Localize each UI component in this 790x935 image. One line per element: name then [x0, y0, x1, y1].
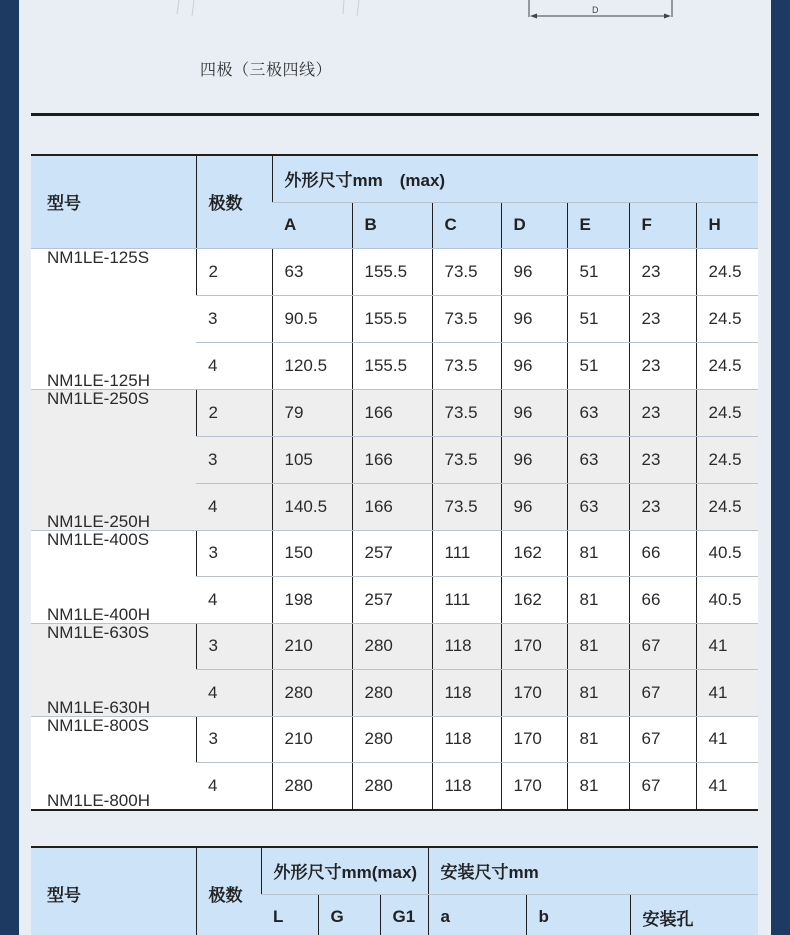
dim-cell-e: 63	[567, 436, 629, 483]
dim-cell-b: 257	[352, 530, 432, 577]
dim-cell-h: 41	[696, 763, 758, 810]
model-cell	[31, 248, 196, 389]
dim-cell-b: 280	[352, 716, 432, 763]
dim-cell-e: 63	[567, 483, 629, 530]
col-header-2-0: L	[261, 894, 318, 935]
dim-cell-b: 280	[352, 763, 432, 810]
col-header-h: H	[696, 202, 758, 248]
dim-cell-e: 81	[567, 670, 629, 717]
dim-cell-c: 111	[432, 530, 501, 577]
dim-cell-c: 73.5	[432, 483, 501, 530]
dim-cell-d: 96	[501, 295, 567, 342]
model-name: NM1LE-250S	[47, 389, 150, 408]
dim-cell-f: 23	[629, 436, 696, 483]
dim-cell-h: 41	[696, 670, 758, 717]
dim-cell-h: 24.5	[696, 483, 758, 530]
header-poles-2: 极数	[196, 847, 261, 935]
dim-cell-c: 73.5	[432, 436, 501, 483]
poles-cell: 4	[196, 483, 272, 530]
col-header-d: D	[501, 202, 567, 248]
dim-cell-h: 24.5	[696, 248, 758, 295]
col-header-2-1: G	[318, 894, 380, 935]
model-names	[47, 530, 196, 623]
dim-cell-f: 67	[629, 716, 696, 763]
model-name: NM1LE-125H	[47, 370, 150, 389]
col-header-2-5: 安装孔	[630, 894, 758, 935]
col-header-b: B	[352, 202, 432, 248]
dim-cell-d: 170	[501, 763, 567, 810]
dim-cell-c: 118	[432, 716, 501, 763]
col-header-2-2: G1	[380, 894, 428, 935]
installation-table	[31, 846, 758, 935]
dim-cell-h: 41	[696, 716, 758, 763]
model-name: NM1LE-630S	[47, 623, 150, 642]
dim-cell-e: 51	[567, 248, 629, 295]
dim-cell-f: 67	[629, 763, 696, 810]
dim-cell-e: 51	[567, 342, 629, 389]
dim-cell-d: 170	[501, 623, 567, 670]
dim-cell-a: 79	[272, 389, 352, 436]
dimension-diagram-fragment	[19, 0, 771, 40]
dim-cell-d: 96	[501, 342, 567, 389]
dim-cell-c: 118	[432, 763, 501, 810]
dim-cell-b: 155.5	[352, 342, 432, 389]
dim-cell-h: 40.5	[696, 530, 758, 577]
dim-cell-a: 120.5	[272, 342, 352, 389]
model-name: NM1LE-400H	[47, 604, 150, 623]
dim-cell-c: 118	[432, 670, 501, 717]
poles-cell: 3	[196, 623, 272, 670]
model-name: NM1LE-800S	[47, 716, 150, 735]
dim-cell-f: 23	[629, 483, 696, 530]
dim-cell-a: 140.5	[272, 483, 352, 530]
dim-cell-h: 24.5	[696, 436, 758, 483]
poles-cell: 3	[196, 436, 272, 483]
dim-cell-f: 66	[629, 530, 696, 577]
dim-cell-c: 118	[432, 623, 501, 670]
dim-cell-e: 81	[567, 623, 629, 670]
diagram-caption: 四极（三极四线）	[200, 62, 333, 79]
dim-cell-c: 73.5	[432, 248, 501, 295]
poles-cell: 2	[196, 248, 272, 295]
dim-cell-d: 96	[501, 436, 567, 483]
model-name: NM1LE-125S	[47, 248, 150, 267]
dim-cell-e: 81	[567, 716, 629, 763]
table-row	[31, 389, 758, 436]
dim-cell-f: 66	[629, 577, 696, 624]
dim-cell-a: 210	[272, 623, 352, 670]
model-names	[47, 389, 196, 530]
dimension-table	[31, 154, 758, 811]
dim-cell-a: 150	[272, 530, 352, 577]
header-model: 型号	[31, 155, 196, 248]
dim-cell-h: 41	[696, 623, 758, 670]
dim-cell-c: 73.5	[432, 389, 501, 436]
dim-cell-a: 63	[272, 248, 352, 295]
poles-cell: 2	[196, 389, 272, 436]
table-row	[31, 623, 758, 670]
dim-cell-c: 73.5	[432, 295, 501, 342]
table-row	[31, 530, 758, 577]
dim-cell-f: 23	[629, 248, 696, 295]
model-cell	[31, 623, 196, 716]
dim-cell-f: 67	[629, 623, 696, 670]
model-names	[47, 248, 196, 389]
model-cell	[31, 716, 196, 810]
dim-cell-f: 67	[629, 670, 696, 717]
dim-cell-b: 257	[352, 577, 432, 624]
dim-cell-d: 96	[501, 248, 567, 295]
dim-cell-d: 162	[501, 530, 567, 577]
dim-cell-b: 280	[352, 670, 432, 717]
dim-cell-c: 73.5	[432, 342, 501, 389]
dim-cell-d: 96	[501, 483, 567, 530]
dim-cell-a: 280	[272, 763, 352, 810]
dim-cell-a: 198	[272, 577, 352, 624]
dim-cell-d: 170	[501, 670, 567, 717]
table-row	[31, 248, 758, 295]
col-header-e: E	[567, 202, 629, 248]
dim-cell-b: 166	[352, 389, 432, 436]
spec-sheet	[19, 0, 771, 935]
poles-cell: 3	[196, 530, 272, 577]
col-header-2-3: a	[428, 894, 526, 935]
poles-cell: 3	[196, 716, 272, 763]
header-mount-dimensions: 安装尺寸mm	[428, 847, 758, 894]
dim-cell-h: 40.5	[696, 577, 758, 624]
dim-cell-f: 23	[629, 295, 696, 342]
header-model-2: 型号	[31, 847, 196, 935]
col-header-a: A	[272, 202, 352, 248]
col-header-c: C	[432, 202, 501, 248]
header-poles: 极数	[196, 155, 272, 248]
section-divider	[31, 113, 759, 116]
dim-cell-e: 81	[567, 577, 629, 624]
table-row	[31, 716, 758, 763]
dim-cell-b: 155.5	[352, 295, 432, 342]
model-names	[47, 716, 196, 810]
dim-cell-a: 210	[272, 716, 352, 763]
dim-cell-h: 24.5	[696, 342, 758, 389]
model-cell	[31, 389, 196, 530]
col-header-2-4: b	[526, 894, 630, 935]
poles-cell: 4	[196, 342, 272, 389]
model-names	[47, 623, 196, 716]
dim-cell-a: 105	[272, 436, 352, 483]
dim-cell-b: 155.5	[352, 248, 432, 295]
dim-cell-b: 166	[352, 436, 432, 483]
poles-cell: 4	[196, 577, 272, 624]
dim-cell-b: 166	[352, 483, 432, 530]
header-outline-dimensions: 外形尺寸mm (max)	[272, 155, 758, 202]
header-outline-dimensions-2: 外形尺寸mm(max)	[261, 847, 428, 894]
dim-cell-f: 23	[629, 342, 696, 389]
poles-cell: 4	[196, 763, 272, 810]
poles-cell: 4	[196, 670, 272, 717]
dim-cell-d: 96	[501, 389, 567, 436]
model-name: NM1LE-400S	[47, 530, 150, 549]
dim-cell-c: 111	[432, 577, 501, 624]
model-name: NM1LE-630H	[47, 697, 150, 716]
dim-cell-e: 63	[567, 389, 629, 436]
dim-cell-d: 170	[501, 716, 567, 763]
model-cell	[31, 530, 196, 623]
col-header-f: F	[629, 202, 696, 248]
dim-cell-b: 280	[352, 623, 432, 670]
dim-cell-e: 81	[567, 530, 629, 577]
dim-cell-f: 23	[629, 389, 696, 436]
model-name: NM1LE-800H	[47, 790, 150, 810]
dim-label-d: D	[592, 5, 599, 15]
poles-cell: 3	[196, 295, 272, 342]
dim-cell-e: 51	[567, 295, 629, 342]
dim-cell-d: 162	[501, 577, 567, 624]
model-name: NM1LE-250H	[47, 511, 150, 530]
dim-cell-a: 90.5	[272, 295, 352, 342]
dim-cell-e: 81	[567, 763, 629, 810]
dim-cell-h: 24.5	[696, 389, 758, 436]
dim-cell-a: 280	[272, 670, 352, 717]
dim-cell-h: 24.5	[696, 295, 758, 342]
